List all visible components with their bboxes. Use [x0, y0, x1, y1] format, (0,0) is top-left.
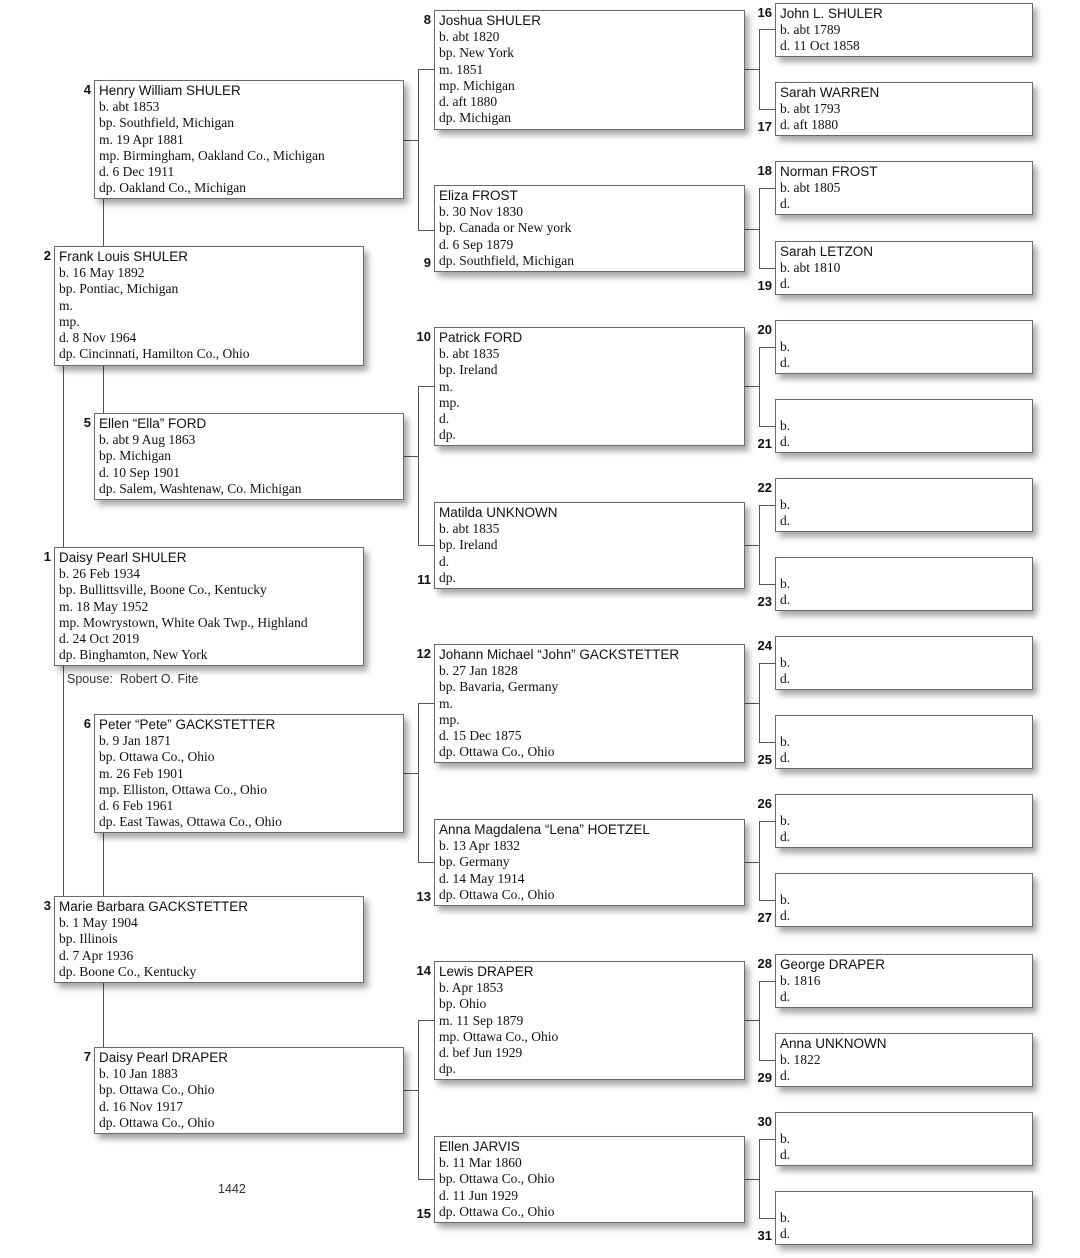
person-name: Ellen “Ella” FORD	[99, 416, 207, 431]
person-box-1[interactable]	[54, 547, 364, 666]
person-name: Peter “Pete” GACKSTETTER	[99, 717, 276, 732]
person-number: 19	[757, 278, 772, 293]
person-name	[780, 717, 1032, 734]
fact-b: b. abt 1853	[99, 99, 160, 114]
fact-dp: dp. Michigan	[439, 110, 511, 126]
person-number: 10	[416, 329, 431, 344]
fact-m: m.	[439, 695, 453, 711]
person-number: 13	[416, 889, 431, 904]
fact-bp: bp. Ottawa Co., Ohio	[99, 749, 215, 765]
fact-b: b. abt 1820	[439, 29, 500, 44]
person-name	[780, 875, 1032, 892]
fact-bp: bp. Bavaria, Germany	[439, 679, 559, 695]
connector-to-27	[759, 900, 775, 901]
person-number: 12	[416, 646, 431, 661]
connector-to-11	[418, 545, 434, 546]
fact-bp: bp. Ireland	[439, 362, 498, 378]
fact-b: b.	[780, 497, 791, 512]
fact-b: b. 11 Mar 1860	[439, 1155, 522, 1170]
connector-14-parents	[744, 1020, 759, 1021]
connector-12-parents	[744, 703, 759, 704]
fact-b: b.	[780, 576, 791, 591]
fact-d: d. 14 May 1914	[439, 870, 525, 886]
fact-d: d.	[439, 553, 450, 569]
fact-b: b.	[780, 892, 791, 907]
person-name: Eliza FROST	[439, 188, 518, 203]
person-box-21[interactable]	[775, 399, 1033, 453]
fact-dp: dp. Oakland Co., Michigan	[99, 180, 246, 196]
fact-b: b. Apr 1853	[439, 980, 504, 995]
fact-b: b.	[780, 1131, 791, 1146]
person-number: 30	[757, 1114, 772, 1129]
fact-d: d. 6 Dec 1911	[99, 164, 175, 180]
person-name: Daisy Pearl SHULER	[59, 550, 187, 565]
spouse-name: Robert O. Fite	[119, 672, 199, 686]
person-number: 15	[416, 1206, 431, 1221]
spouse-line	[67, 672, 198, 686]
fact-b: b. abt 1835	[439, 346, 500, 361]
person-name: Marie Barbara GACKSTETTER	[59, 899, 249, 914]
person-box-7[interactable]	[94, 1047, 404, 1134]
person-box-23[interactable]	[775, 557, 1033, 611]
fact-b: b.	[780, 813, 791, 828]
connector-to-12	[418, 703, 434, 704]
fact-b: b. 1 May 1904	[59, 915, 138, 930]
person-box-27[interactable]	[775, 873, 1033, 927]
chart-number: 1442	[218, 1182, 246, 1196]
fact-dp: dp. Ottawa Co., Ohio	[99, 1114, 215, 1130]
fact-mp: mp.	[439, 394, 460, 410]
fact-bp: bp. Illinois	[59, 931, 118, 947]
connector-to-22	[759, 505, 775, 506]
person-number: 22	[757, 480, 772, 495]
person-name: Henry William SHULER	[99, 83, 241, 98]
person-box-19[interactable]	[775, 241, 1033, 295]
connector-bar-12-13	[418, 703, 419, 863]
fact-dp: dp. Cincinnati, Hamilton Co., Ohio	[59, 346, 250, 362]
person-number: 14	[416, 963, 431, 978]
connector-6-parents	[403, 773, 418, 774]
person-name	[780, 322, 1032, 339]
person-number: 2	[43, 248, 51, 263]
connector-bar-16-17	[759, 29, 760, 110]
person-box-28[interactable]	[775, 954, 1033, 1008]
person-name: Lewis DRAPER	[439, 964, 534, 979]
connector-4-2	[103, 198, 104, 246]
person-name: Matilda UNKNOWN	[439, 505, 558, 520]
fact-mp: mp.	[59, 313, 80, 329]
connector-2-1	[63, 365, 64, 547]
person-name	[780, 796, 1032, 813]
person-name	[780, 559, 1032, 576]
fact-dp: dp. Boone Co., Kentucky	[59, 963, 197, 979]
fact-d: d. 15 Dec 1875	[439, 728, 522, 744]
person-name: George DRAPER	[780, 957, 886, 972]
person-box-26[interactable]	[775, 794, 1033, 848]
fact-d: d.	[780, 434, 791, 450]
fact-dp: dp. East Tawas, Ottawa Co., Ohio	[99, 814, 282, 830]
person-box-14[interactable]	[434, 961, 745, 1080]
connector-to-19	[759, 268, 775, 269]
fact-b: b. abt 1810	[780, 260, 841, 275]
fact-d: d. 11 Oct 1858	[780, 38, 860, 54]
fact-bp: bp. Bullittsville, Boone Co., Kentucky	[59, 582, 267, 598]
person-name	[780, 480, 1032, 497]
fact-mp: mp. Ottawa Co., Ohio	[439, 1028, 559, 1044]
fact-d: d.	[780, 1147, 791, 1163]
fact-d: d.	[780, 671, 791, 687]
person-number: 23	[757, 594, 772, 609]
fact-d: d. aft 1880	[780, 117, 839, 133]
fact-d: d.	[780, 829, 791, 845]
fact-m: m. 11 Sep 1879	[439, 1012, 524, 1028]
person-number: 5	[83, 415, 91, 430]
person-number: 20	[757, 322, 772, 337]
fact-d: d.	[780, 355, 791, 371]
person-number: 1	[43, 549, 51, 564]
fact-dp: dp. Binghamton, New York	[59, 647, 208, 663]
person-box-5[interactable]	[94, 413, 404, 500]
connector-3-7	[103, 982, 104, 1047]
person-name: John L. SHULER	[780, 6, 883, 21]
fact-d: d.	[780, 989, 791, 1005]
person-box-11[interactable]	[434, 502, 745, 589]
connector-to-10	[418, 386, 434, 387]
fact-bp: bp. Michigan	[99, 448, 171, 464]
fact-d: d.	[780, 1068, 791, 1084]
fact-b: b. 13 Apr 1832	[439, 838, 520, 853]
fact-b: b. abt 1835	[439, 521, 500, 536]
fact-m: m.	[59, 297, 73, 313]
connector-to-13	[418, 862, 434, 863]
fact-d: d.	[780, 908, 791, 924]
connector-13-parents	[744, 862, 759, 863]
person-number: 4	[83, 82, 91, 97]
connector-10-parents	[744, 386, 759, 387]
fact-bp: bp. Ottawa Co., Ohio	[439, 1171, 555, 1187]
person-box-6[interactable]	[94, 714, 404, 833]
connector-bar-28-29	[759, 981, 760, 1061]
connector-8-parents	[744, 69, 759, 70]
fact-b: b.	[780, 655, 791, 670]
connector-to-17	[759, 109, 775, 110]
fact-d: d.	[780, 750, 791, 766]
connector-bar-14-15	[418, 1020, 419, 1180]
fact-bp: bp. Pontiac, Michigan	[59, 281, 179, 297]
connector-to-14	[418, 1020, 434, 1021]
fact-m: m. 26 Feb 1901	[99, 765, 184, 781]
person-number: 28	[757, 956, 772, 971]
spouse-label: Spouse:	[67, 672, 113, 686]
person-number: 29	[757, 1070, 772, 1085]
connector-to-26	[759, 821, 775, 822]
fact-d: d. 7 Apr 1936	[59, 947, 134, 963]
person-box-13[interactable]	[434, 819, 745, 906]
connector-to-24	[759, 663, 775, 664]
person-number: 11	[417, 572, 431, 587]
person-name	[780, 1114, 1032, 1131]
fact-b: b. 30 Nov 1830	[439, 204, 523, 219]
connector-bar-8-9	[418, 69, 419, 231]
person-box-25[interactable]	[775, 715, 1033, 769]
fact-d: d.	[780, 1226, 791, 1242]
fact-b: b. abt 1789	[780, 22, 841, 37]
fact-d: d.	[439, 411, 450, 427]
person-name: Sarah WARREN	[780, 85, 880, 100]
person-name	[780, 1193, 1032, 1210]
fact-mp: mp. Elliston, Ottawa Co., Ohio	[99, 781, 267, 797]
fact-d: d. bef Jun 1929	[439, 1045, 523, 1061]
fact-d: d.	[780, 513, 791, 529]
person-box-3[interactable]	[54, 896, 364, 983]
connector-bar-18-19	[759, 188, 760, 269]
person-box-12[interactable]	[434, 644, 745, 763]
person-name: Johann Michael “John” GACKSTETTER	[439, 647, 680, 662]
person-number: 18	[757, 163, 772, 178]
fact-dp: dp. Southfield, Michigan	[439, 252, 574, 268]
fact-bp: bp. Germany	[439, 854, 510, 870]
fact-b: b. abt 9 Aug 1863	[99, 432, 196, 447]
connector-6-3	[103, 832, 104, 896]
person-box-8[interactable]	[434, 10, 745, 130]
fact-b: b.	[780, 418, 791, 433]
person-name: Ellen JARVIS	[439, 1139, 520, 1154]
connector-to-16	[759, 29, 775, 30]
connector-to-28	[759, 981, 775, 982]
person-number: 25	[757, 752, 772, 767]
connector-to-21	[759, 426, 775, 427]
fact-dp: dp.	[439, 427, 456, 443]
person-number: 9	[423, 255, 431, 270]
fact-m: m.	[439, 378, 453, 394]
person-number: 17	[757, 119, 772, 134]
connector-bar-26-27	[759, 821, 760, 901]
fact-d: d. 10 Sep 1901	[99, 464, 180, 480]
person-number: 6	[83, 716, 91, 731]
fact-b: b. 27 Jan 1828	[439, 663, 518, 678]
fact-b: b.	[780, 339, 791, 354]
connector-to-15	[418, 1179, 434, 1180]
fact-d: d.	[780, 276, 791, 292]
person-name: Anna UNKNOWN	[780, 1036, 887, 1051]
connector-to-30	[759, 1139, 775, 1140]
fact-d: d. 16 Nov 1917	[99, 1098, 183, 1114]
fact-mp: mp. Michigan	[439, 77, 515, 93]
fact-dp: dp. Ottawa Co., Ohio	[439, 1203, 555, 1219]
fact-b: b.	[780, 734, 791, 749]
person-name: Sarah LETZON	[780, 244, 874, 259]
fact-bp: bp. Southfield, Michigan	[99, 115, 234, 131]
person-name: Frank Louis SHULER	[59, 249, 189, 264]
connector-2-5	[103, 365, 104, 413]
fact-d: d. 6 Sep 1879	[439, 236, 514, 252]
connector-bar-24-25	[759, 663, 760, 743]
person-number: 7	[83, 1049, 91, 1064]
connector-bar-30-31	[759, 1139, 760, 1219]
person-number: 26	[757, 796, 772, 811]
fact-dp: dp. Ottawa Co., Ohio	[439, 744, 555, 760]
person-box-30[interactable]	[775, 1112, 1033, 1166]
person-name	[780, 401, 1032, 418]
fact-bp: bp. Ottawa Co., Ohio	[99, 1082, 215, 1098]
fact-b: b. 16 May 1892	[59, 265, 145, 280]
connector-1-3	[63, 665, 64, 896]
fact-b: b. abt 1805	[780, 180, 841, 195]
connector-to-31	[759, 1218, 775, 1219]
person-name: Norman FROST	[780, 164, 878, 179]
fact-bp: bp. Ohio	[439, 996, 487, 1012]
connector-11-parents	[744, 545, 759, 546]
fact-d: d. 8 Nov 1964	[59, 330, 137, 346]
connector-5-parents	[403, 456, 418, 457]
fact-dp: dp. Ottawa Co., Ohio	[439, 886, 555, 902]
person-box-9[interactable]	[434, 185, 745, 272]
person-box-16[interactable]	[775, 3, 1033, 57]
fact-mp: mp. Birmingham, Oakland Co., Michigan	[99, 147, 325, 163]
fact-dp: dp.	[439, 1061, 456, 1077]
person-box-22[interactable]	[775, 478, 1033, 532]
fact-b: b.	[780, 1210, 791, 1225]
connector-bar-22-23	[759, 505, 760, 585]
fact-mp: mp.	[439, 711, 460, 727]
connector-to-18	[759, 188, 775, 189]
fact-b: b. 9 Jan 1871	[99, 733, 171, 748]
fact-dp: dp.	[439, 569, 456, 585]
person-number: 27	[757, 910, 772, 925]
person-number: 16	[757, 5, 772, 20]
fact-bp: bp. New York	[439, 45, 515, 61]
connector-to-20	[759, 347, 775, 348]
connector-to-29	[759, 1060, 775, 1061]
person-name: Patrick FORD	[439, 330, 523, 345]
fact-mp: mp. Mowrystown, White Oak Twp., Highland	[59, 614, 308, 630]
person-box-24[interactable]	[775, 636, 1033, 690]
person-number: 21	[757, 436, 772, 451]
person-box-17[interactable]	[775, 82, 1033, 136]
fact-d: d.	[780, 592, 791, 608]
person-name: Daisy Pearl DRAPER	[99, 1050, 229, 1065]
person-number: 3	[43, 898, 51, 913]
connector-to-25	[759, 742, 775, 743]
fact-b: b. 1816	[780, 973, 821, 988]
connector-15-parents	[744, 1179, 759, 1180]
fact-d: d. aft 1880	[439, 94, 498, 110]
connector-9-parents	[744, 229, 759, 230]
person-number: 8	[423, 12, 431, 27]
person-box-29[interactable]	[775, 1033, 1033, 1087]
person-name: Anna Magdalena “Lena” HOETZEL	[439, 822, 650, 837]
person-box-31[interactable]	[775, 1191, 1033, 1245]
person-box-20[interactable]	[775, 320, 1033, 374]
fact-dp: dp. Salem, Washtenaw, Co. Michigan	[99, 480, 302, 496]
connector-bar-10-11	[418, 386, 419, 546]
fact-d: d. 11 Jun 1929	[439, 1187, 519, 1203]
person-box-4[interactable]	[94, 80, 404, 199]
person-box-15[interactable]	[434, 1136, 745, 1223]
connector-4-parents	[403, 140, 418, 141]
fact-m: m. 1851	[439, 61, 484, 77]
fact-bp: bp. Ireland	[439, 537, 498, 553]
fact-b: b. abt 1793	[780, 101, 841, 116]
person-box-2[interactable]	[54, 246, 364, 366]
person-box-10[interactable]	[434, 327, 745, 446]
fact-bp: bp. Canada or New york	[439, 220, 572, 236]
fact-d: d. 6 Feb 1961	[99, 798, 174, 814]
fact-b: b. 1822	[780, 1052, 821, 1067]
connector-to-9	[418, 230, 434, 231]
person-number: 24	[757, 638, 772, 653]
connector-to-23	[759, 584, 775, 585]
fact-b: b. 10 Jan 1883	[99, 1066, 178, 1081]
person-name: Joshua SHULER	[439, 13, 542, 28]
connector-7-parents	[403, 1090, 418, 1091]
fact-d: d. 24 Oct 2019	[59, 631, 140, 647]
person-name	[780, 638, 1032, 655]
connector-bar-20-21	[759, 347, 760, 427]
fact-d: d.	[780, 196, 791, 212]
connector-to-8	[418, 69, 434, 70]
person-number: 31	[757, 1228, 772, 1243]
fact-m: m. 18 May 1952	[59, 598, 149, 614]
person-box-18[interactable]	[775, 161, 1033, 215]
fact-b: b. 26 Feb 1934	[59, 566, 140, 581]
fact-m: m. 19 Apr 1881	[99, 131, 184, 147]
